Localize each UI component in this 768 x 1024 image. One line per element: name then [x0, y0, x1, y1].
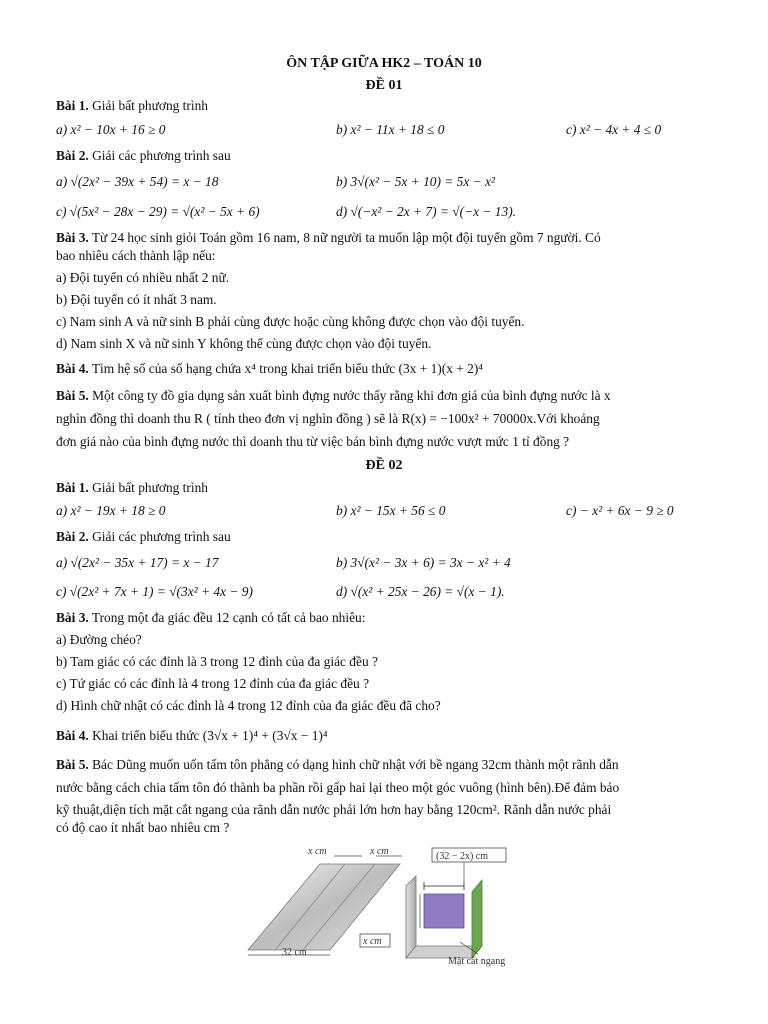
de02-bai3-a: a) Đường chéo?	[56, 632, 142, 647]
de02-bai4	[56, 728, 328, 744]
de02-bai2	[56, 529, 231, 545]
de02-bai2-b: b) 3√(x² − 3x + 6) = 3x − x² + 4	[336, 555, 511, 570]
de02-bai3-label: Bài 3.	[56, 610, 89, 625]
de01-bai2-a: a) √(2x² − 39x + 54) = x − 18	[56, 174, 219, 189]
de01-bai2-d: d) √(−x² − 2x + 7) = √(−x − 13).	[336, 204, 517, 219]
de01-bai4	[56, 361, 483, 377]
de02-bai1-c: c) − x² + 6x − 9 ≥ 0	[566, 503, 674, 518]
de02-bai3-c: c) Tứ giác có các đỉnh là 4 trong 12 đỉnh của đa giác đều ?	[56, 676, 370, 691]
de01-bai3-line1	[56, 230, 601, 246]
gutter-figure	[238, 842, 538, 972]
de01-bai4-text: Tìm hệ số của số hạng chứa x⁴ trong khai triển biểu thức (3x + 1)(x + 2)⁴	[91, 361, 483, 376]
folded-gutter	[406, 862, 482, 958]
de02-bai2-d: d) √(x² + 25x − 26) = √(x − 1).	[336, 584, 505, 599]
de02-bai5-line3: kỹ thuật,diện tích mặt cắt ngang của rãnh dẫn nước phải lớn hơn hay bằng 120cm². Rãnh dẫn nước phải	[56, 802, 612, 817]
figure-label-section: Mặt cắt ngang	[448, 956, 506, 967]
de01-bai5-text1: Một công ty đồ gia dụng sản xuất bình đựng nước thấy rằng khi đơn giá của bình đựng nước là x	[92, 388, 611, 403]
figure-label-side: x cm	[363, 936, 382, 947]
de02-bai3	[56, 610, 365, 626]
de02-bai5-line2: nước bằng cách chia tấm tôn đó thành ba phần rồi gấp hai lại theo một góc vuông (hình bên).Để đảm bảo	[56, 780, 620, 795]
de02-bai5-text1: Bác Dũng muốn uốn tấm tôn phẳng có dạng hình chữ nhật với bề ngang 32cm thành một rãnh dẫn	[92, 757, 619, 772]
de02-bai1	[56, 480, 208, 496]
de01-bai3-a: a) Đội tuyển có nhiều nhất 2 nữ.	[56, 270, 230, 285]
de02-bai1-text: Giải bất phương trình	[92, 480, 208, 495]
de01-bai1-label: Bài 1.	[56, 98, 89, 113]
de01-bai2-b: b) 3√(x² − 5x + 10) = 5x − x²	[336, 174, 495, 189]
de02-bai4-label: Bài 4.	[56, 728, 89, 743]
figure-label-xcm-right: x cm	[370, 846, 389, 857]
de01-bai4-label: Bài 4.	[56, 361, 89, 376]
de02-bai3-text: Trong một đa giác đều 12 cạnh có tất cả bao nhiêu:	[91, 610, 366, 625]
de01-bai3-b: b) Đội tuyển có ít nhất 3 nam.	[56, 292, 217, 307]
de01-bai3-label: Bài 3.	[56, 230, 89, 245]
de01-heading: ĐỀ 01	[365, 78, 403, 93]
de01-bai2-label: Bài 2.	[56, 148, 89, 163]
de02-bai1-a: a) x² − 19x + 18 ≥ 0	[56, 503, 166, 518]
de02-bai2-c: c) √(2x² + 7x + 1) = √(3x² + 4x − 9)	[56, 584, 253, 599]
de01-bai1-text: Giải bất phương trình	[92, 98, 208, 113]
de01-bai1-c: c) x² − 4x + 4 ≤ 0	[566, 122, 662, 137]
de02-bai2-a: a) √(2x² − 35x + 17) = x − 17	[56, 555, 219, 570]
de02-bai1-b: b) x² − 15x + 56 ≤ 0	[336, 503, 446, 518]
de01-bai5-label: Bài 5.	[56, 388, 89, 403]
de01-bai5-line3: đơn giá nào của bình đựng nước thì doanh thu từ việc bán bình đựng nước vượt mức 1 tỉ đồng ?	[56, 434, 570, 449]
de01-bai2	[56, 148, 231, 164]
de01-bai2-text: Giải các phương trình sau	[92, 148, 231, 163]
de01-bai3-line2: bao nhiêu cách thành lập nếu:	[56, 248, 216, 263]
de01-bai5-line2: nghìn đồng thì doanh thu R ( tính theo đơn vị nghìn đồng ) sẽ là R(x) = −100x² + 70000x.Với khoảng	[56, 411, 600, 426]
figure-label-width: 32 cm	[282, 947, 307, 958]
de01-bai3-c: c) Nam sinh A và nữ sinh B phải cùng được hoặc cùng không được chọn vào đội tuyển.	[56, 314, 525, 329]
de01-bai5-line1	[56, 388, 611, 404]
de01-bai3-text1: Từ 24 học sinh giỏi Toán gồm 16 nam, 8 nữ người ta muốn lập một đội tuyển gồm 7 người. Có	[91, 230, 601, 245]
de02-bai1-label: Bài 1.	[56, 480, 89, 495]
figure-label-top: (32 − 2x) cm	[436, 851, 489, 862]
de01-bai1-b: b) x² − 11x + 18 ≤ 0	[336, 122, 445, 137]
de02-bai2-label: Bài 2.	[56, 529, 89, 544]
de02-bai5-line4: có độ cao ít nhất bao nhiêu cm ?	[56, 820, 230, 835]
de01-bai2-c: c) √(5x² − 28x − 29) = √(x² − 5x + 6)	[56, 204, 260, 219]
de02-bai4-text: Khai triển biểu thức (3√x + 1)⁴ + (3√x − 1)⁴	[92, 728, 328, 743]
de02-bai5-label: Bài 5.	[56, 757, 89, 772]
de01-bai3-d: d) Nam sinh X và nữ sinh Y không thể cùng được chọn vào đội tuyển.	[56, 336, 432, 351]
de02-bai3-b: b) Tam giác có các đỉnh là 3 trong 12 đỉnh của đa giác đều ?	[56, 654, 378, 669]
de02-heading: ĐỀ 02	[365, 458, 403, 473]
page-title: ÔN TẬP GIỮA HK2 – TOÁN 10	[286, 56, 482, 71]
de02-bai5-line1	[56, 757, 619, 773]
de02-bai3-d: d) Hình chữ nhật có các đỉnh là 4 trong 12 đỉnh của đa giác đều đã cho?	[56, 698, 441, 713]
de01-bai1	[56, 98, 208, 114]
figure-label-xcm-left: x cm	[308, 846, 327, 857]
de01-bai1-a: a) x² − 10x + 16 ≥ 0	[56, 122, 166, 137]
de02-bai2-text: Giải các phương trình sau	[92, 529, 231, 544]
